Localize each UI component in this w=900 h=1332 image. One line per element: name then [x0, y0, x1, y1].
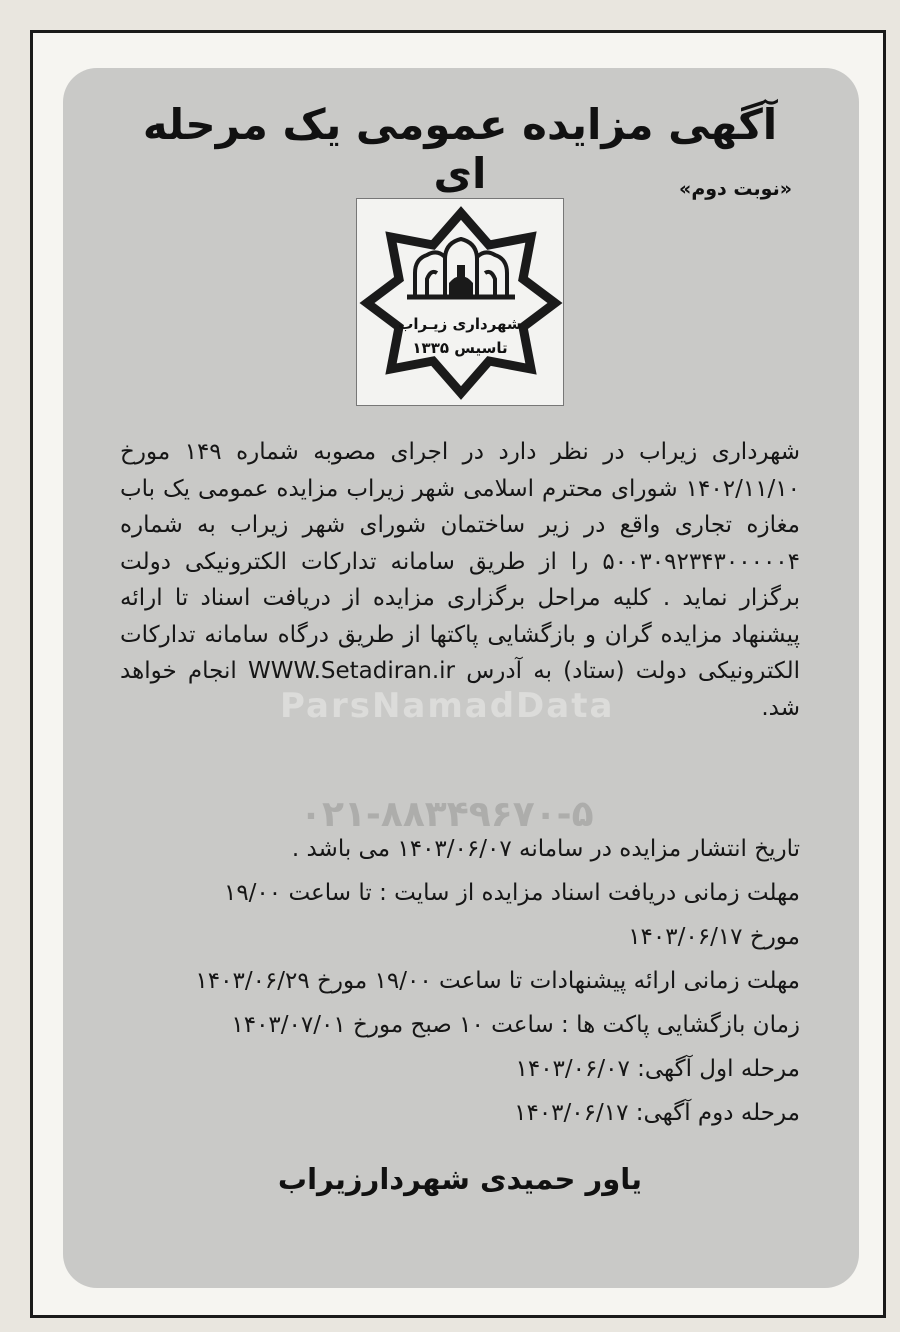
logo-caption-founded: تاسیس ۱۳۳۵ — [412, 339, 508, 357]
emblem-star-icon — [357, 199, 565, 407]
notice-title: آگهی مزایده عمومی یک مرحله ای — [142, 100, 778, 198]
offer-deadline-line: مهلت زمانی ارائه پیشنهادات تا ساعت ۱۹/۰۰ مورخ ۱۴۰۳/۰۶/۲۹ — [195, 968, 800, 994]
publish-date-line: تاریخ انتشار مزایده در سامانه ۱۴۰۳/۰۶/۰۷ می باشد . — [291, 836, 800, 862]
opening-time-line: زمان بازگشایی پاکت ها : ساعت ۱۰ صبح مورخ ۱۴۰۳/۰۷/۰۱ — [231, 1012, 800, 1038]
first-ad-date-line: مرحله اول آگهی: ۱۴۰۳/۰۶/۰۷ — [515, 1056, 800, 1082]
notice-body-paragraph: شهرداری زیراب در نظر دارد در اجرای مصوبه شماره ۱۴۹ مورخ ۱۴۰۲/۱۱/۱۰ شورای محترم اسلامی شهر زیراب مزایده عمومی یک باب مغازه تجاری واقع در زیر ساختمان شورای شهر زیراب به شماره ۵۰۰۳۰۹۲۳۴۳۰۰۰۰۰۴ را از طریق سامانه تدارکات الکترونیکی دولت برگزار نماید . کلیه مراحل برگزاری مزایده از دریافت اسناد تا ارائه پیشنهاد مزایده گران و بازگشایی پاکتها از طریق درگاه سامانه تدارکات الکترونیکی دولت (ستاد) به آدرس WWW.Setadiran.ir انجام خواهد شد. — [120, 439, 800, 721]
watermark-brand: ParsNamadData — [280, 686, 615, 726]
document-deadline-date: مورخ ۱۴۰۳/۰۶/۱۷ — [628, 924, 800, 950]
notice-round-label: «نوبت دوم» — [679, 178, 792, 200]
document-deadline-line: مهلت زمانی دریافت اسناد مزایده از سایت : تا ساعت ۱۹/۰۰ — [223, 880, 800, 906]
logo-caption-name: شهرداری زیـراب — [398, 315, 522, 333]
watermark-phone: ۰۲۱-۸۸۳۴۹۶۷۰-۵ — [300, 794, 594, 835]
mayor-signature: یاور حمیدی شهردارزیراب — [277, 1162, 643, 1196]
municipality-logo — [356, 198, 564, 406]
second-ad-date-line: مرحله دوم آگهی: ۱۴۰۳/۰۶/۱۷ — [514, 1100, 800, 1126]
